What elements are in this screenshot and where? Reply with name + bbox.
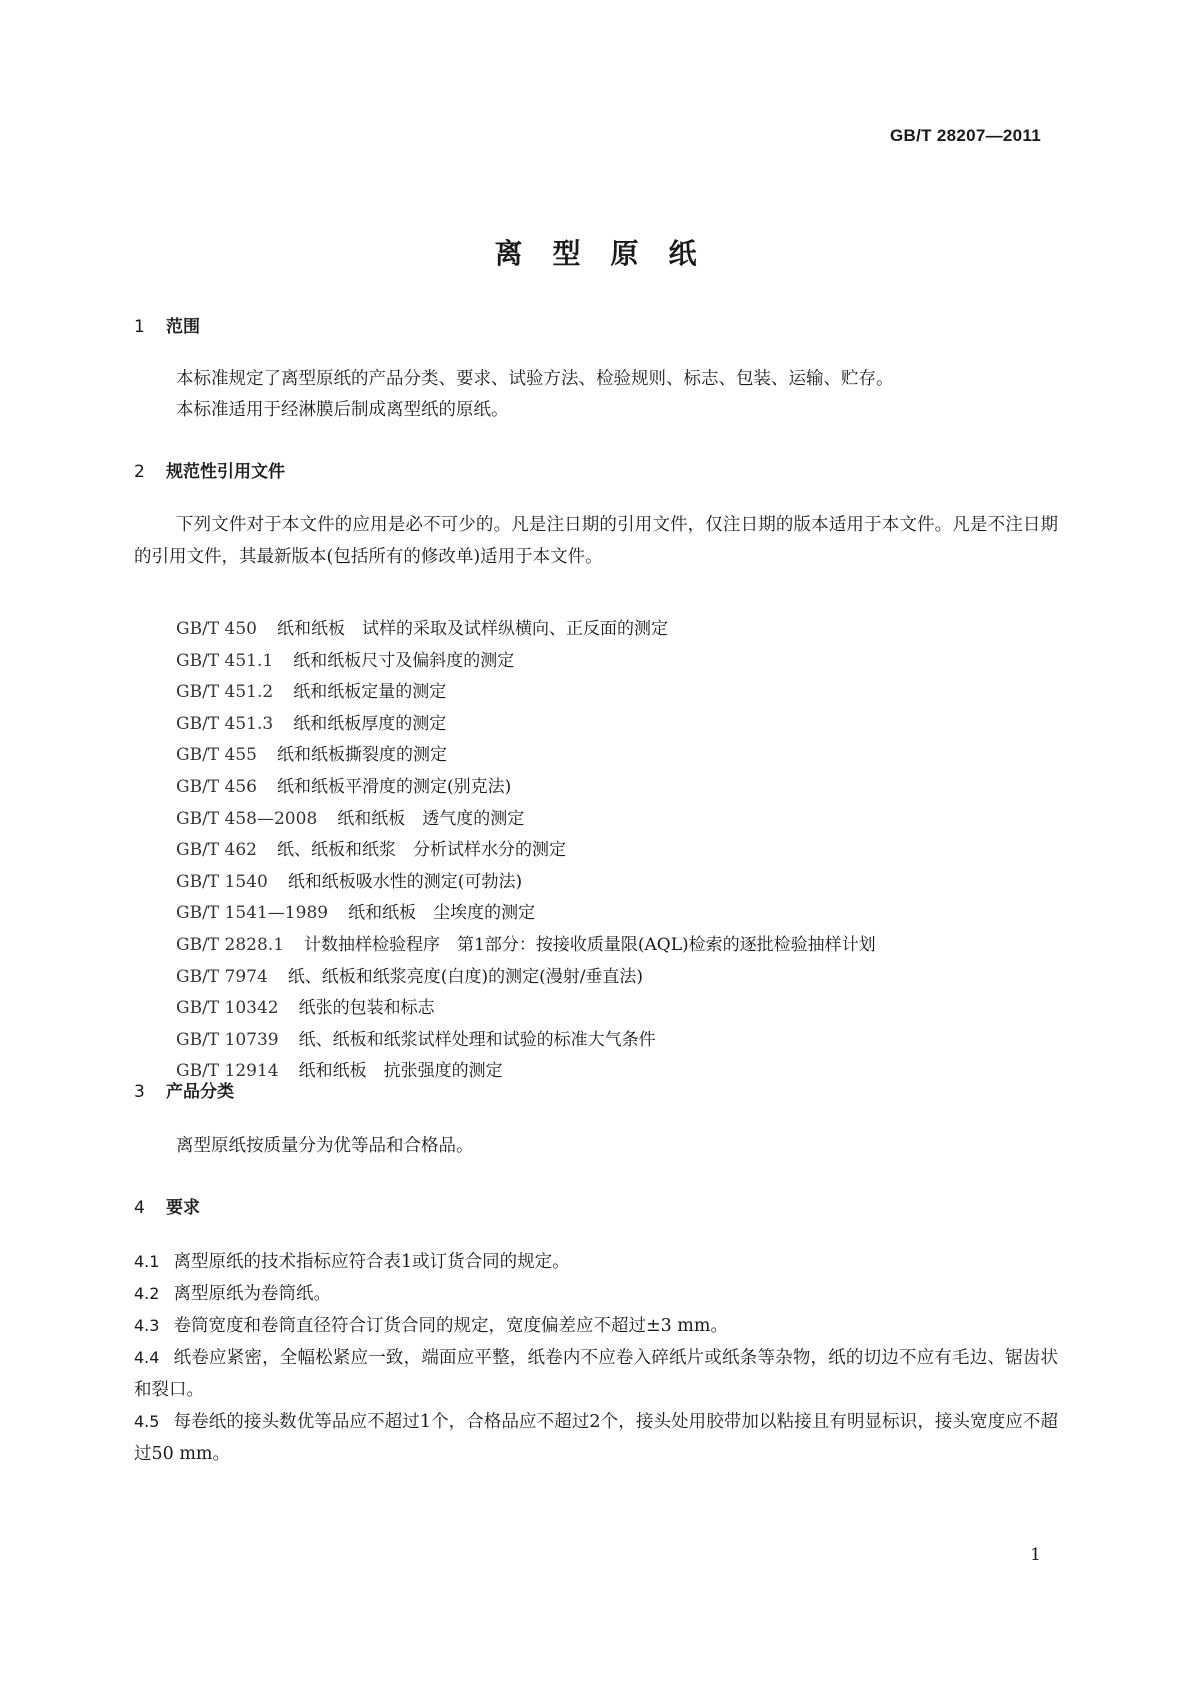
requirement-item: [134, 1246, 1058, 1278]
section-3-heading: [134, 1077, 234, 1102]
requirement-number: 4.1: [134, 1252, 160, 1271]
reference-code: GB/T 10342: [176, 998, 279, 1019]
reference-title: 纸、纸板和纸浆亮度(白度)的测定(漫射/垂直法): [287, 966, 644, 987]
reference-title: 纸和纸板 透气度的测定: [337, 808, 525, 829]
reference-item: [176, 740, 876, 772]
requirement-number: 4.5: [134, 1412, 160, 1431]
requirement-text: 卷筒宽度和卷筒直径符合订货合同的规定，宽度偏差应不超过±3 mm。: [173, 1316, 728, 1336]
scope-paragraph-2: 本标准适用于经淋膜后制成离型纸的原纸。: [176, 400, 509, 420]
reference-code: GB/T 451.1: [176, 650, 274, 671]
reference-code: GB/T 451.3: [176, 713, 274, 734]
section-title: 规范性引用文件: [166, 462, 285, 482]
requirement-text: 离型原纸为卷筒纸。: [173, 1284, 331, 1304]
section-2-heading: [134, 457, 285, 482]
reference-item: [176, 646, 876, 678]
requirement-item: [134, 1406, 1058, 1470]
reference-item: [176, 772, 876, 804]
reference-title: 纸、纸板和纸浆试样处理和试验的标准大气条件: [298, 1029, 656, 1050]
reference-code: GB/T 10739: [176, 1029, 279, 1050]
section-title: 产品分类: [166, 1082, 234, 1102]
reference-item: [176, 804, 876, 836]
reference-code: GB/T 450: [176, 619, 257, 639]
document-title: 离型原纸: [494, 237, 727, 270]
reference-list: [176, 614, 876, 1088]
reference-title: 纸、纸板和纸浆 分析试样水分的测定: [277, 840, 566, 861]
requirement-text: 离型原纸的技术指标应符合表1或订货合同的规定。: [173, 1252, 570, 1272]
reference-item: [176, 677, 876, 709]
reference-item: [176, 993, 876, 1025]
reference-code: GB/T 458—2008: [176, 808, 318, 829]
reference-code: GB/T 12914: [176, 1061, 279, 1082]
requirement-item: [134, 1278, 1058, 1310]
reference-title: 纸张的包装和标志: [298, 998, 435, 1019]
section-number: 3: [134, 1082, 145, 1102]
section-title: 要求: [166, 1198, 200, 1218]
reference-item: [176, 898, 876, 930]
page-number: 1: [1030, 1545, 1041, 1565]
requirement-item: [134, 1342, 1058, 1406]
reference-title: 纸和纸板 抗张强度的测定: [298, 1061, 503, 1082]
reference-item: [176, 1056, 876, 1088]
reference-title: 纸和纸板定量的测定: [293, 682, 447, 703]
reference-title: 纸和纸板厚度的测定: [293, 713, 447, 734]
reference-code: GB/T 1540: [176, 871, 268, 892]
requirement-number: 4.3: [134, 1316, 160, 1335]
references-intro: 下列文件对于本文件的应用是必不可少的。凡是注日期的引用文件，仅注日期的版本适用于本文件。凡是不注日期的引用文件，其最新版本(包括所有的修改单)适用于本文件。: [134, 515, 1058, 567]
standard-code: GB/T 28207—2011: [890, 126, 1041, 145]
reference-title: 纸和纸板 试样的采取及试样纵横向、正反面的测定: [277, 619, 668, 639]
reference-code: GB/T 462: [176, 840, 257, 861]
reference-code: GB/T 451.2: [176, 682, 274, 703]
section-number: 2: [134, 462, 145, 482]
reference-code: GB/T 7974: [176, 966, 268, 987]
requirement-text: 每卷纸的接头数优等品应不超过1个，合格品应不超过2个，接头处用胶带加以粘接且有明显标识，接头宽度应不超过50 mm。: [134, 1412, 1058, 1464]
reference-title: 纸和纸板撕裂度的测定: [277, 745, 447, 766]
reference-code: GB/T 1541—1989: [176, 903, 329, 924]
section-4-heading: [134, 1193, 200, 1218]
section-1-heading: [134, 312, 200, 337]
reference-code: GB/T 456: [176, 776, 257, 797]
reference-item: [176, 1025, 876, 1057]
reference-title: 纸和纸板平滑度的测定(别克法): [277, 776, 512, 797]
reference-item: [176, 709, 876, 741]
section-number: 1: [134, 317, 145, 337]
section-number: 4: [134, 1198, 145, 1218]
reference-code: GB/T 455: [176, 745, 257, 766]
reference-item: [176, 614, 876, 646]
requirement-text: 纸卷应紧密，全幅松紧应一致，端面应平整，纸卷内不应卷入碎纸片或纸条等杂物，纸的切边不应有毛边、锯齿状和裂口。: [134, 1348, 1058, 1400]
reference-code: GB/T 2828.1: [176, 934, 285, 955]
scope-paragraph-1: 本标准规定了离型原纸的产品分类、要求、试验方法、检验规则、标志、包装、运输、贮存。: [176, 369, 894, 389]
requirement-number: 4.2: [134, 1284, 160, 1303]
reference-title: 计数抽样检验程序 第1部分：按接收质量限(AQL)检索的逐批检验抽样计划: [304, 934, 876, 955]
requirement-number: 4.4: [134, 1348, 160, 1367]
section-title: 范围: [166, 317, 200, 337]
reference-item: [176, 835, 876, 867]
reference-title: 纸和纸板 尘埃度的测定: [348, 903, 536, 924]
reference-item: [176, 930, 876, 962]
reference-title: 纸和纸板吸水性的测定(可勃法): [287, 871, 523, 892]
reference-title: 纸和纸板尺寸及偏斜度的测定: [293, 650, 515, 671]
classification-paragraph: 离型原纸按质量分为优等品和合格品。: [176, 1136, 474, 1156]
reference-item: [176, 962, 876, 994]
reference-item: [176, 867, 876, 899]
requirement-item: [134, 1310, 1058, 1342]
